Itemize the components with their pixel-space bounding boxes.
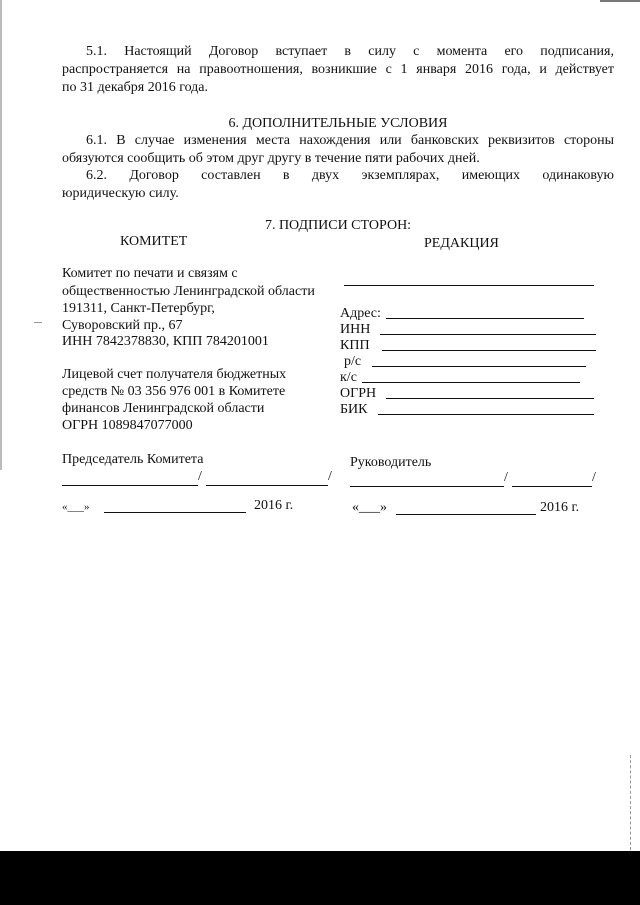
clause-6-1-line-2: обязуются сообщить об этом друг другу в течение пяти рабочих дней. [62,151,480,166]
committee-account-line-2: средств № 03 356 976 001 в Комитете [62,384,286,399]
committee-inn-kpp: ИНН 7842378830, КПП 784201001 [62,334,269,349]
editorial-kpp-label: КПП [340,338,370,353]
editorial-address-label: Адрес: [340,306,381,321]
editorial-date-month-line [396,514,536,515]
editorial-ks-label: к/с [340,370,357,385]
editorial-bik-label: БИК [340,402,368,417]
committee-address-line-1: 191311, Санкт-Петербург, [62,301,215,316]
clause-5-1-line-3: по 31 декабря 2016 года. [62,80,209,95]
editorial-rs-line [372,366,586,367]
clause-5-1-line-2: распространяется на правоотношения, возникшие с 1 января 2016 года, и действует [62,62,614,77]
clause-6-1-line-1: 6.1. В случае изменения места нахождения или банковских реквизитов стороны [86,133,614,148]
editorial-ogrn-line [386,398,594,399]
editorial-signature-slash-2: / [592,470,596,485]
committee-name-line-2: общественностью Ленинградской области [62,284,315,299]
committee-signature-line [62,485,198,486]
clause-6-2-line-2: юридическую силу. [62,186,179,201]
editorial-kpp-line [382,350,596,351]
committee-signer: Председатель Комитета [62,452,204,467]
editorial-ks-line [362,382,580,383]
committee-signature-slash-2: / [328,469,332,484]
editorial-date-year: 2016 г. [540,500,580,515]
clause-5-1-line-1: 5.1. Настоящий Договор вступает в силу с момента его подписания, [86,44,614,59]
editorial-title: РЕДАКЦИЯ [424,236,499,251]
editorial-name-line [344,285,594,286]
committee-date-day: «___» [62,501,90,513]
committee-name-line-1: Комитет по печати и связям с [62,266,238,281]
section-7-heading: 7. ПОДПИСИ СТОРОН: [264,218,412,233]
editorial-signature-slash-1: / [504,470,508,485]
scan-edge-left [0,0,2,470]
editorial-date-day: «___» [352,500,387,515]
committee-ogrn: ОГРН 1089847077000 [62,418,193,433]
committee-address-line-2: Суворовский пр., 67 [62,318,183,333]
clause-6-2-line-1: 6.2. Договор составлен в двух экземплярах, имеющих одинаковую [86,168,614,183]
committee-date-month-line [104,512,246,513]
editorial-ogrn-label: ОГРН [340,386,377,401]
section-6-heading: 6. ДОПОЛНИТЕЛЬНЫЕ УСЛОВИЯ [228,116,448,131]
committee-name-decoding-line [206,485,328,486]
editorial-bik-line [378,414,594,415]
editorial-rs-label: р/с [344,354,362,369]
editorial-name-decoding-line [512,486,592,487]
committee-signature-slash-1: / [198,469,202,484]
committee-account-line-3: финансов Ленинградской области [62,401,265,416]
scan-edge-right [630,755,632,850]
scan-bottom-bar [0,851,640,905]
editorial-inn-label: ИНН [340,322,371,337]
committee-date-year: 2016 г. [254,498,294,513]
editorial-signer: Руководитель [350,455,432,470]
editorial-address-line [386,318,584,319]
committee-account-line-1: Лицевой счет получателя бюджетных [62,367,287,382]
committee-title: КОМИТЕТ [120,234,188,249]
editorial-signature-line [350,486,504,487]
scan-mark [34,322,42,323]
editorial-inn-line [380,334,596,335]
scan-edge-top [600,0,640,2]
